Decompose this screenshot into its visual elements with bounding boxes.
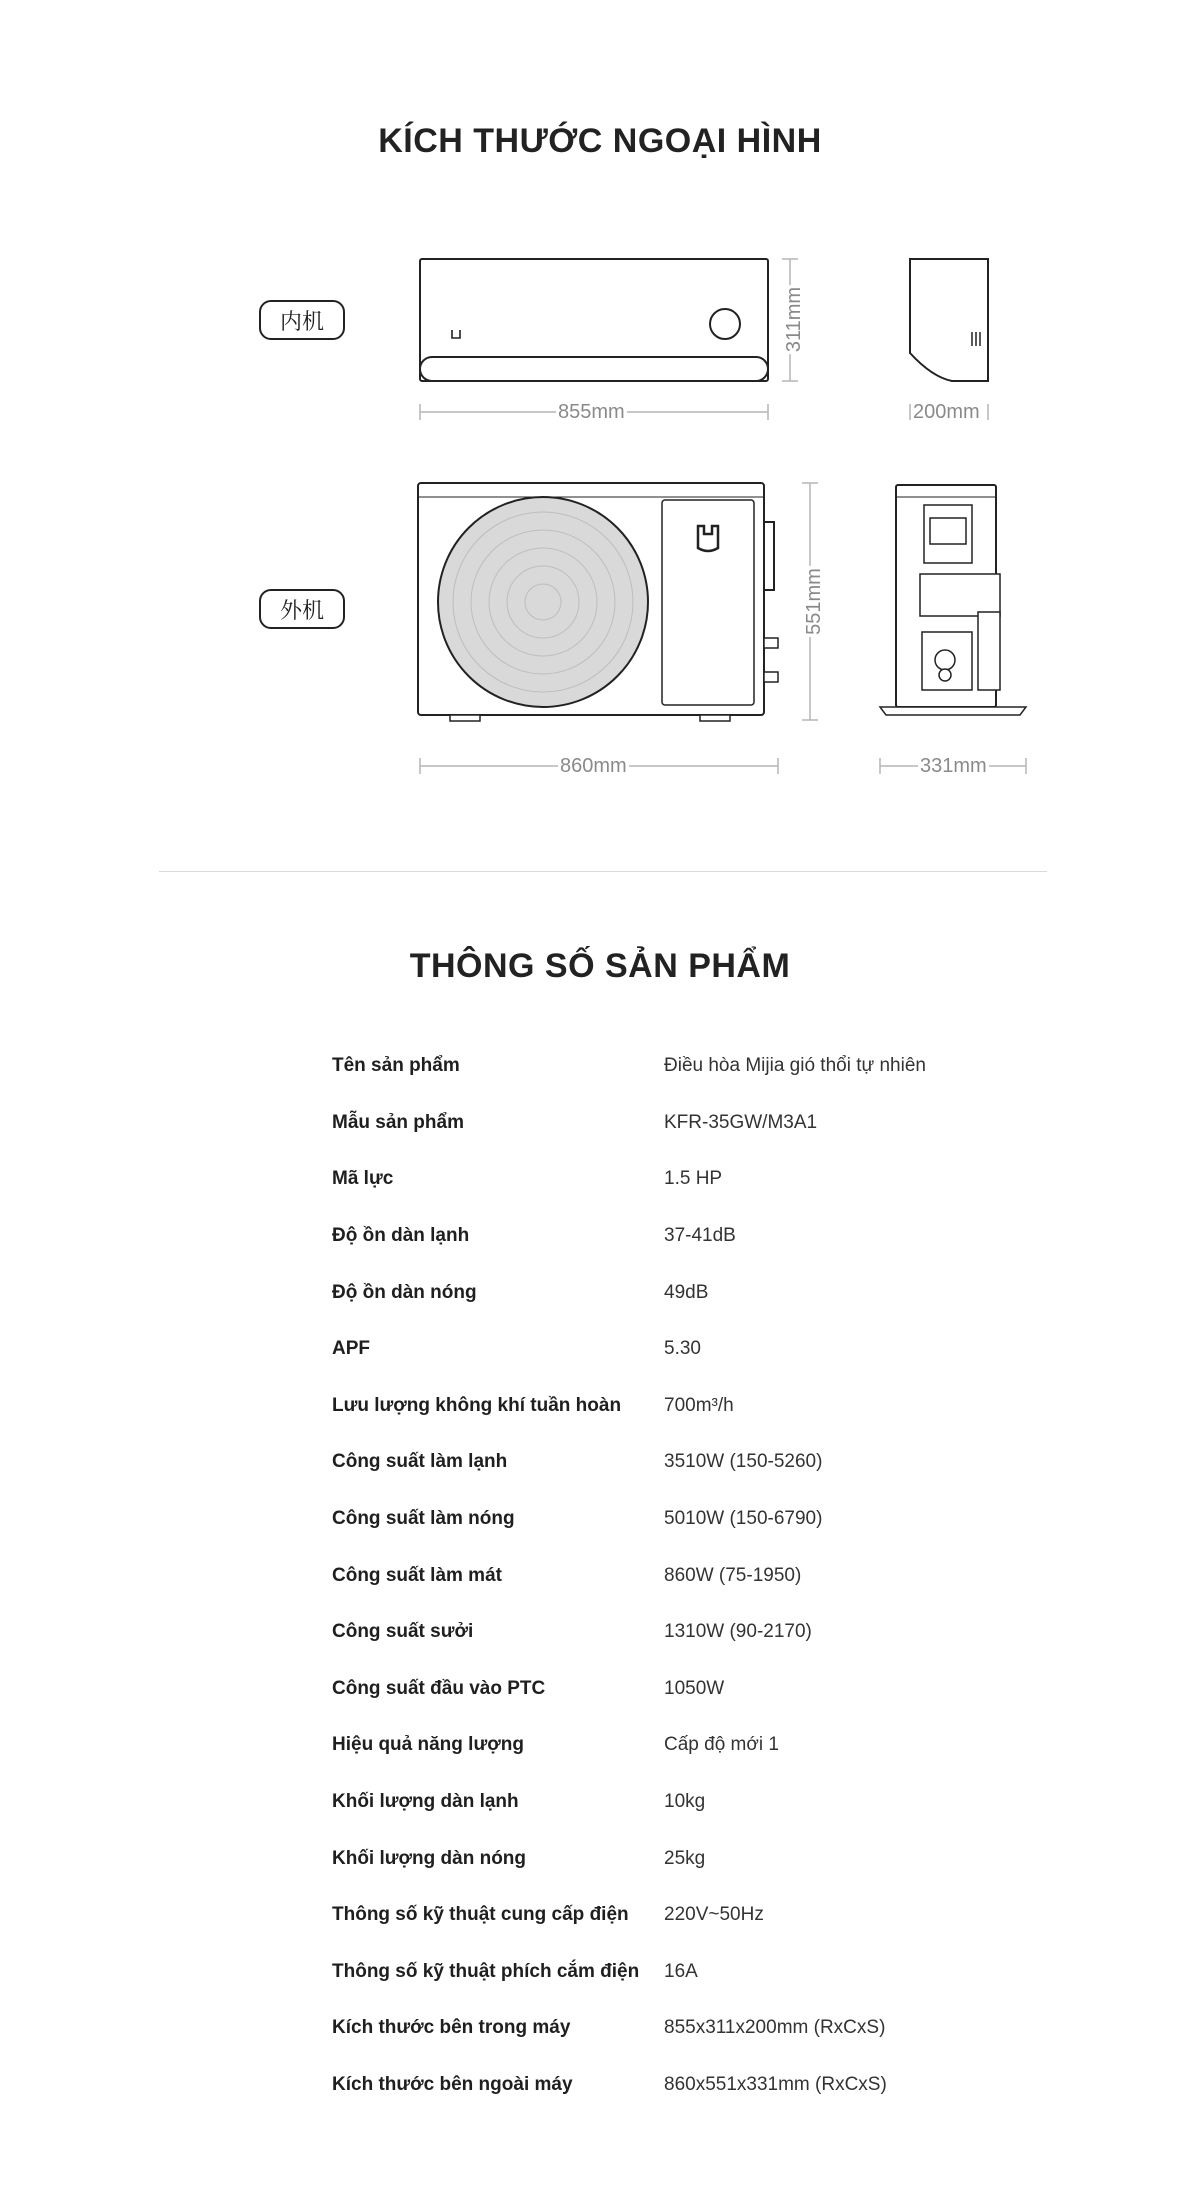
spec-row <box>332 1604 952 1661</box>
spec-value: 860W (75-1950) <box>664 1564 802 1586</box>
spec-value: KFR-35GW/M3A1 <box>664 1111 818 1133</box>
spec-value: 5010W (150-6790) <box>664 1508 823 1530</box>
spec-label: Thông số kỹ thuật phích cắm điện <box>332 1960 640 1982</box>
indoor-unit-side <box>910 259 988 381</box>
outdoor-depth-label: 331mm <box>920 755 987 777</box>
spec-label: Công suất làm nóng <box>332 1508 515 1530</box>
spec-row <box>332 1038 952 1095</box>
spec-label: Thông số kỹ thuật cung cấp điện <box>332 1904 629 1926</box>
spec-table <box>332 1038 952 2113</box>
spec-row <box>332 1830 952 1887</box>
spec-row <box>332 1491 952 1548</box>
indoor-depth-label: 200mm <box>913 401 980 423</box>
outdoor-unit-tag: 外机 <box>259 589 345 629</box>
indoor-height-label: 311mm <box>783 286 806 353</box>
spec-label: APF <box>332 1338 370 1360</box>
spec-label: Mã lực <box>332 1168 394 1190</box>
spec-value: 49dB <box>664 1281 709 1303</box>
spec-row <box>332 1944 952 2001</box>
section-divider <box>159 871 1047 872</box>
spec-row <box>332 1434 952 1491</box>
spec-value: 1.5 HP <box>664 1168 723 1190</box>
spec-table-body <box>332 1038 952 2113</box>
spec-value: 1310W (90-2170) <box>664 1621 812 1643</box>
spec-label: Hiệu quả năng lượng <box>332 1734 524 1756</box>
spec-row <box>332 1208 952 1265</box>
outdoor-height-label: 551mm <box>802 568 825 635</box>
spec-label: Công suất đầu vào PTC <box>332 1677 546 1699</box>
spec-label: Công suất sưởi <box>332 1621 474 1643</box>
spec-value: Điều hòa Mijia gió thổi tự nhiên <box>664 1055 926 1077</box>
spec-value: 10kg <box>664 1791 706 1813</box>
spec-value: 1050W <box>664 1677 725 1699</box>
dimensions-title: KÍCH THƯỚC NGOẠI HÌNH <box>378 122 822 160</box>
spec-row <box>332 1717 952 1774</box>
indoor-unit-front <box>420 259 768 381</box>
spec-value: 37-41dB <box>664 1225 736 1247</box>
spec-row <box>332 1378 952 1435</box>
spec-row <box>332 1887 952 1944</box>
spec-label: Mẫu sản phẩm <box>332 1111 464 1133</box>
spec-row <box>332 1661 952 1718</box>
spec-label: Kích thước bên trong máy <box>332 2017 571 2039</box>
spec-label: Độ ồn dàn lạnh <box>332 1225 470 1247</box>
spec-row <box>332 1547 952 1604</box>
outdoor-width-label: 860mm <box>560 755 627 777</box>
spec-label: Lưu lượng không khí tuần hoàn <box>332 1394 622 1416</box>
spec-label: Công suất làm lạnh <box>332 1451 508 1473</box>
specs-title: THÔNG SỐ SẢN PHẨM <box>409 947 791 985</box>
dimension-drawing <box>0 0 1200 800</box>
spec-row <box>332 2000 952 2057</box>
spec-value: 16A <box>664 1960 698 1982</box>
spec-row <box>332 1095 952 1152</box>
spec-row <box>332 2057 952 2114</box>
spec-value: 700m³/h <box>664 1394 734 1416</box>
spec-value: 5.30 <box>664 1338 701 1360</box>
spec-row <box>332 1321 952 1378</box>
spec-label: Tên sản phẩm <box>332 1055 460 1077</box>
spec-value: Cấp độ mới 1 <box>664 1734 779 1756</box>
spec-label: Khối lượng dàn lạnh <box>332 1791 519 1813</box>
spec-row <box>332 1774 952 1831</box>
indoor-unit-tag: 内机 <box>259 300 345 340</box>
spec-label: Độ ồn dàn nóng <box>332 1281 477 1303</box>
spec-label: Khối lượng dàn nóng <box>332 1847 527 1869</box>
spec-row <box>332 1264 952 1321</box>
outdoor-unit-side <box>880 485 1026 715</box>
spec-value: 220V~50Hz <box>664 1904 764 1926</box>
indoor-dim-lines <box>420 259 988 420</box>
spec-label: Kích thước bên ngoài máy <box>332 2073 573 2095</box>
indoor-width-label: 855mm <box>558 401 625 423</box>
spec-value: 3510W (150-5260) <box>664 1451 823 1473</box>
spec-row <box>332 1151 952 1208</box>
outdoor-unit-front <box>418 483 778 721</box>
spec-value: 855x311x200mm (RxCxS) <box>664 2017 886 2039</box>
spec-label: Công suất làm mát <box>332 1564 502 1586</box>
spec-value: 860x551x331mm (RxCxS) <box>664 2073 887 2095</box>
spec-value: 25kg <box>664 1847 706 1869</box>
